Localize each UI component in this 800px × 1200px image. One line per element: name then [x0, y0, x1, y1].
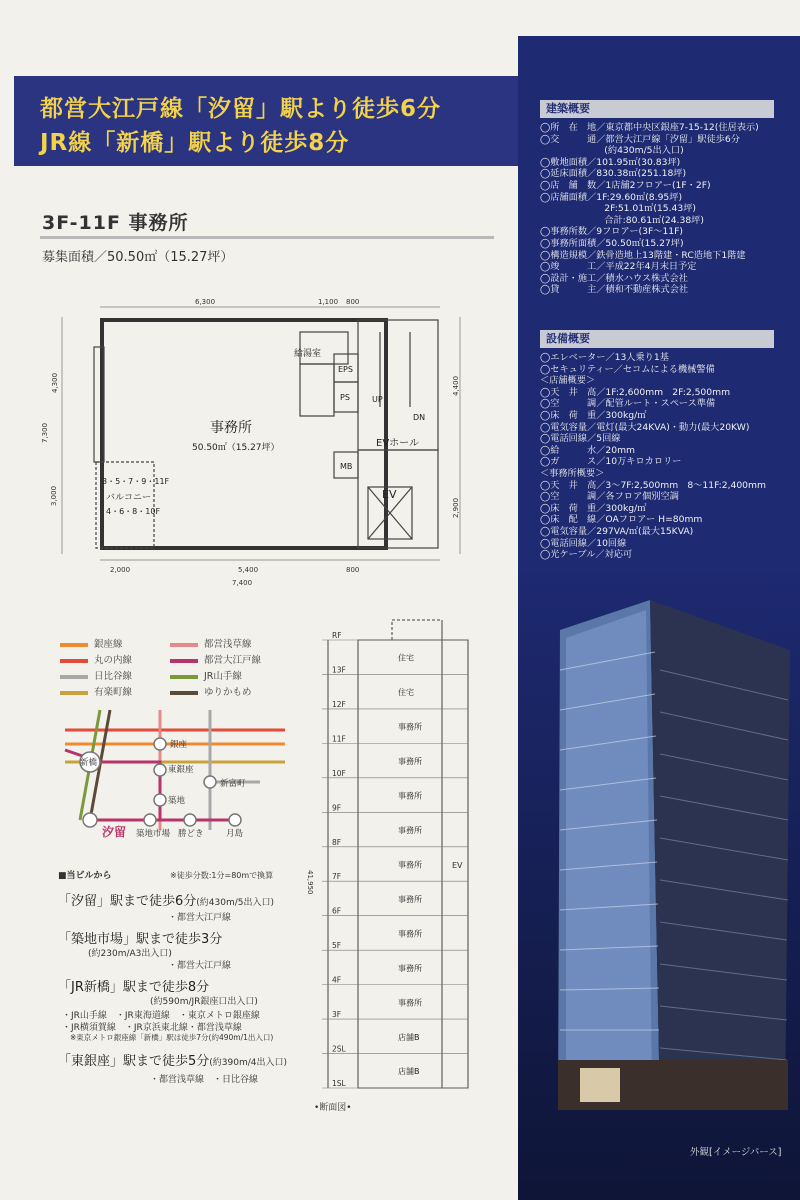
legend-swatch: [60, 691, 88, 695]
ev-hall-label: EVホール: [376, 438, 419, 449]
floor-label: 3F: [332, 1010, 342, 1020]
station-shintomicho: 新富町: [220, 779, 246, 789]
spec-line: ＜事務所概要＞: [540, 467, 605, 479]
section-room-label: 店舗B: [398, 1032, 420, 1042]
access-note-ginza: ※東京メトロ銀座線「新橋」駅は徒歩7分(約490m/1出入口): [70, 1033, 274, 1042]
access-line: ・都営浅草線 ・日比谷線: [150, 1075, 259, 1085]
floor-label: 4F: [332, 975, 342, 985]
legend-item: [170, 652, 300, 666]
dim-bottom-total: 7,400: [232, 579, 253, 587]
header-line-1: 都営大江戸線「汐留」駅より徒歩6分: [40, 96, 442, 122]
ev-label: EV: [382, 488, 397, 501]
floor-label: 6F: [332, 906, 342, 916]
floor-label: 12F: [332, 699, 346, 709]
dim-bottom-3: 800: [346, 566, 360, 574]
floor-plan: [41, 292, 490, 592]
spec-line: ◯交 通／都営大江戸線「汐留」駅徒歩6分: [540, 133, 740, 145]
spec-line: ◯空 調／配管ルート・スペース準備: [540, 398, 716, 410]
access-item: [58, 1050, 287, 1069]
legend-swatch: [170, 691, 198, 695]
legend-swatch: [170, 643, 198, 647]
station-tsukijishijo: 築地市場: [136, 829, 171, 839]
section-room-label: 事務所: [398, 825, 422, 835]
station-tsukishima: 月島: [226, 829, 244, 839]
exterior-caption: 外観[イメージパース]: [690, 1147, 782, 1158]
spec-line: ◯事務所面積／50.50㎡(15.27坪): [540, 237, 684, 249]
legend-item: [170, 668, 300, 682]
floor-label: 7F: [332, 872, 342, 882]
section-room-label: 事務所: [398, 860, 422, 870]
stairs-down-label: DN: [413, 413, 426, 422]
access-line: ・JR横須賀線 ・JR京浜東北線・都営浅草線: [62, 1023, 242, 1033]
dim-top-3: 800: [346, 298, 360, 306]
dim-left-3: 3,000: [50, 485, 58, 506]
spec-line: ◯設計・施工／積水ハウス株式会社: [540, 272, 688, 284]
legend-label: 銀座線: [94, 639, 123, 650]
dim-top-2: 1,100: [318, 298, 339, 306]
section-room-label: 事務所: [398, 894, 422, 904]
access-item: [58, 928, 222, 947]
legend-label: JR山手線: [204, 671, 242, 682]
title-rule: [40, 236, 494, 239]
facilities-heading: 設備概要: [540, 330, 774, 348]
spec-line: ◯床 荷 重／300kg/㎡: [540, 409, 647, 421]
floor-label: 5F: [332, 941, 342, 951]
facilities-list: [540, 352, 766, 561]
section-room-label: 事務所: [398, 929, 422, 939]
balcony-floors-top: 3・5・7・9・11F: [102, 477, 170, 486]
floor-label: 13F: [332, 665, 346, 675]
spec-line: ◯天 井 高／1F:2,600mm 2F:2,500mm: [540, 386, 731, 398]
access-sub: (約590m/JR銀座口出入口): [150, 997, 258, 1007]
section-height: 41,950: [306, 870, 314, 895]
spec-line: 合計:80.61㎡(24.38坪): [540, 214, 704, 226]
access-line: ・JR山手線 ・JR東海道線 ・東京メトロ銀座線: [62, 1011, 260, 1021]
floor-label: 8F: [332, 837, 342, 847]
section-room-label: 事務所: [398, 963, 422, 973]
legend-swatch: [170, 675, 198, 679]
office-area: 募集面積／50.50㎡（15.27坪）: [42, 250, 234, 265]
access-line: ・都営大江戸線: [168, 913, 232, 923]
station-ginza: 銀座: [170, 740, 188, 750]
station-shiodome: 汐留: [102, 825, 127, 839]
spec-line: ◯貸 主／積和不動産株式会社: [540, 284, 689, 296]
section-room-label: 事務所: [398, 757, 422, 767]
dim-left-2: 7,300: [41, 422, 49, 443]
legend-label: 都営浅草線: [204, 639, 252, 650]
floor-label: 11F: [332, 734, 346, 744]
section-room-label: 事務所: [398, 791, 422, 801]
spec-line: ◯所 在 地／東京都中央区銀座7-15-12(住居表示): [540, 122, 759, 133]
kitchen-label: 給湯室: [294, 349, 322, 359]
spec-line: ◯床 荷 重／300kg/㎡: [540, 502, 647, 514]
dim-right-2: 2,900: [452, 497, 460, 518]
access-main: 「JR新橋」駅まで徒歩8分: [58, 980, 210, 995]
access-sub: (約430m/5出入口): [196, 898, 275, 908]
legend-swatch: [60, 643, 88, 647]
access-note: ※徒歩分数:1分=80mで換算: [170, 871, 274, 880]
spec-line: ◯電気容量／電灯(最大24KVA)・動力(最大20KW): [540, 421, 750, 433]
spec-line: ◯店 舗 数／1店舗2フロアー(1F・2F): [540, 179, 711, 191]
legend-item: [170, 636, 300, 650]
section-room-label: 店舗B: [398, 1067, 420, 1077]
section-caption: •断面図•: [314, 1103, 352, 1113]
legend-label: 日比谷線: [94, 671, 133, 682]
access-line: ・都営大江戸線: [168, 961, 232, 971]
stairs-up-label: UP: [372, 395, 383, 404]
station-shinbashi: 新橋: [80, 758, 98, 768]
building-summary-list: [540, 122, 759, 296]
section-room-label: 事務所: [398, 998, 422, 1008]
section-drawing: [292, 610, 502, 1130]
floor-label: RF: [332, 631, 342, 640]
station-higashiginza: 東銀座: [168, 765, 194, 775]
legend-label: ゆりかもめ: [204, 687, 252, 698]
access-sub: (約390m/4出入口): [209, 1058, 288, 1068]
spec-line: ◯光ケーブル／対応可: [540, 549, 633, 561]
spec-line: ◯敷地面積／101.95㎡(30.83坪): [540, 156, 681, 168]
access-header: ■当ビルから: [58, 871, 112, 881]
spec-line: ◯給 水／20mm: [540, 444, 635, 456]
spec-line: ＜店舗概要＞: [540, 375, 596, 387]
legend-item: [170, 684, 300, 698]
spec-line: ◯竣 工／平成22年4月末日予定: [540, 261, 697, 273]
legend-swatch: [170, 659, 198, 663]
balcony-floors-bottom: 4・6・8・10F: [106, 507, 161, 516]
section-room-label: 事務所: [398, 722, 422, 732]
access-item: [58, 976, 209, 995]
spec-line: ◯延床面積／830.38㎡(251.18坪): [540, 168, 687, 180]
spec-line: ◯ガ ス／10万キロカロリー: [540, 456, 682, 468]
room-office-label: 事務所: [210, 420, 252, 436]
spec-line: ◯電話回線／10回線: [540, 537, 627, 549]
station-kachidoki: 勝どき: [178, 829, 204, 839]
spec-line: ◯電話回線／5回線: [540, 433, 621, 445]
spec-line: (約430m/5出入口): [540, 145, 684, 157]
building-exterior-illustration: [540, 590, 800, 1150]
access-main: 「築地市場」駅まで徒歩3分: [58, 932, 223, 947]
section-ev-label: EV: [452, 861, 463, 870]
legend-swatch: [60, 675, 88, 679]
floor-label: 2SL: [332, 1044, 346, 1054]
dim-left-1: 4,300: [51, 372, 59, 393]
railway-map: [60, 710, 285, 850]
legend-swatch: [60, 659, 88, 663]
office-title: 3F-11F 事務所: [42, 212, 189, 234]
balcony-label: バルコニー: [106, 493, 152, 503]
room-office-area: 50.50㎡（15.27坪）: [192, 443, 280, 453]
floor-label: 1SL: [332, 1079, 346, 1088]
mb-label: MB: [340, 462, 353, 471]
floor-label: 10F: [332, 768, 346, 778]
spec-line: ◯店舗面積／1F:29.60㎡(8.95坪): [540, 191, 683, 203]
header-line-2: JR線「新橋」駅より徒歩8分: [40, 130, 350, 156]
dim-bottom-2: 5,400: [238, 566, 259, 574]
spec-line: ◯天 井 高／3〜7F:2,500mm 8〜11F:2,400mm: [540, 479, 766, 491]
spec-line: ◯事務所数／9フロアー(3F〜11F): [540, 226, 684, 238]
building-summary-heading: 建築概要: [540, 100, 774, 118]
spec-line: ◯電気容量／297VA/㎡(最大15KVA): [540, 525, 694, 537]
floor-label: 9F: [332, 803, 342, 813]
access-main: 「汐留」駅まで徒歩6分: [58, 894, 197, 909]
spec-line: ◯エレベーター／13人乗り1基: [540, 352, 669, 363]
access-item: [58, 890, 274, 909]
section-room-label: 住宅: [398, 688, 414, 698]
dim-top-1: 6,300: [195, 298, 216, 306]
dim-bottom-1: 2,000: [110, 566, 131, 574]
legend-label: 有楽町線: [94, 687, 133, 698]
spec-line: ◯空 調／各フロア個別空調: [540, 491, 679, 503]
spec-line: ◯セキュリティー／セコムによる機械警備: [540, 363, 715, 375]
access-main: 「東銀座」駅まで徒歩5分: [58, 1054, 210, 1069]
spec-line: 2F:51.01㎡(15.43坪): [540, 203, 696, 215]
eps-label: EPS: [338, 365, 353, 374]
ps-label: PS: [340, 393, 350, 402]
legend-label: 都営大江戸線: [204, 655, 262, 666]
spec-line: ◯床 配 線／OAフロアー H=80mm: [540, 514, 703, 526]
section-room-label: 住宅: [398, 653, 414, 663]
dim-right-1: 4,400: [452, 375, 460, 396]
spec-line: ◯構造規模／鉄骨造地上13階建・RC造地下1階建: [540, 249, 746, 261]
legend-label: 丸の内線: [94, 655, 133, 666]
access-sub: (約230m/A3出入口): [88, 949, 172, 959]
station-tsukiji: 築地: [168, 796, 186, 806]
